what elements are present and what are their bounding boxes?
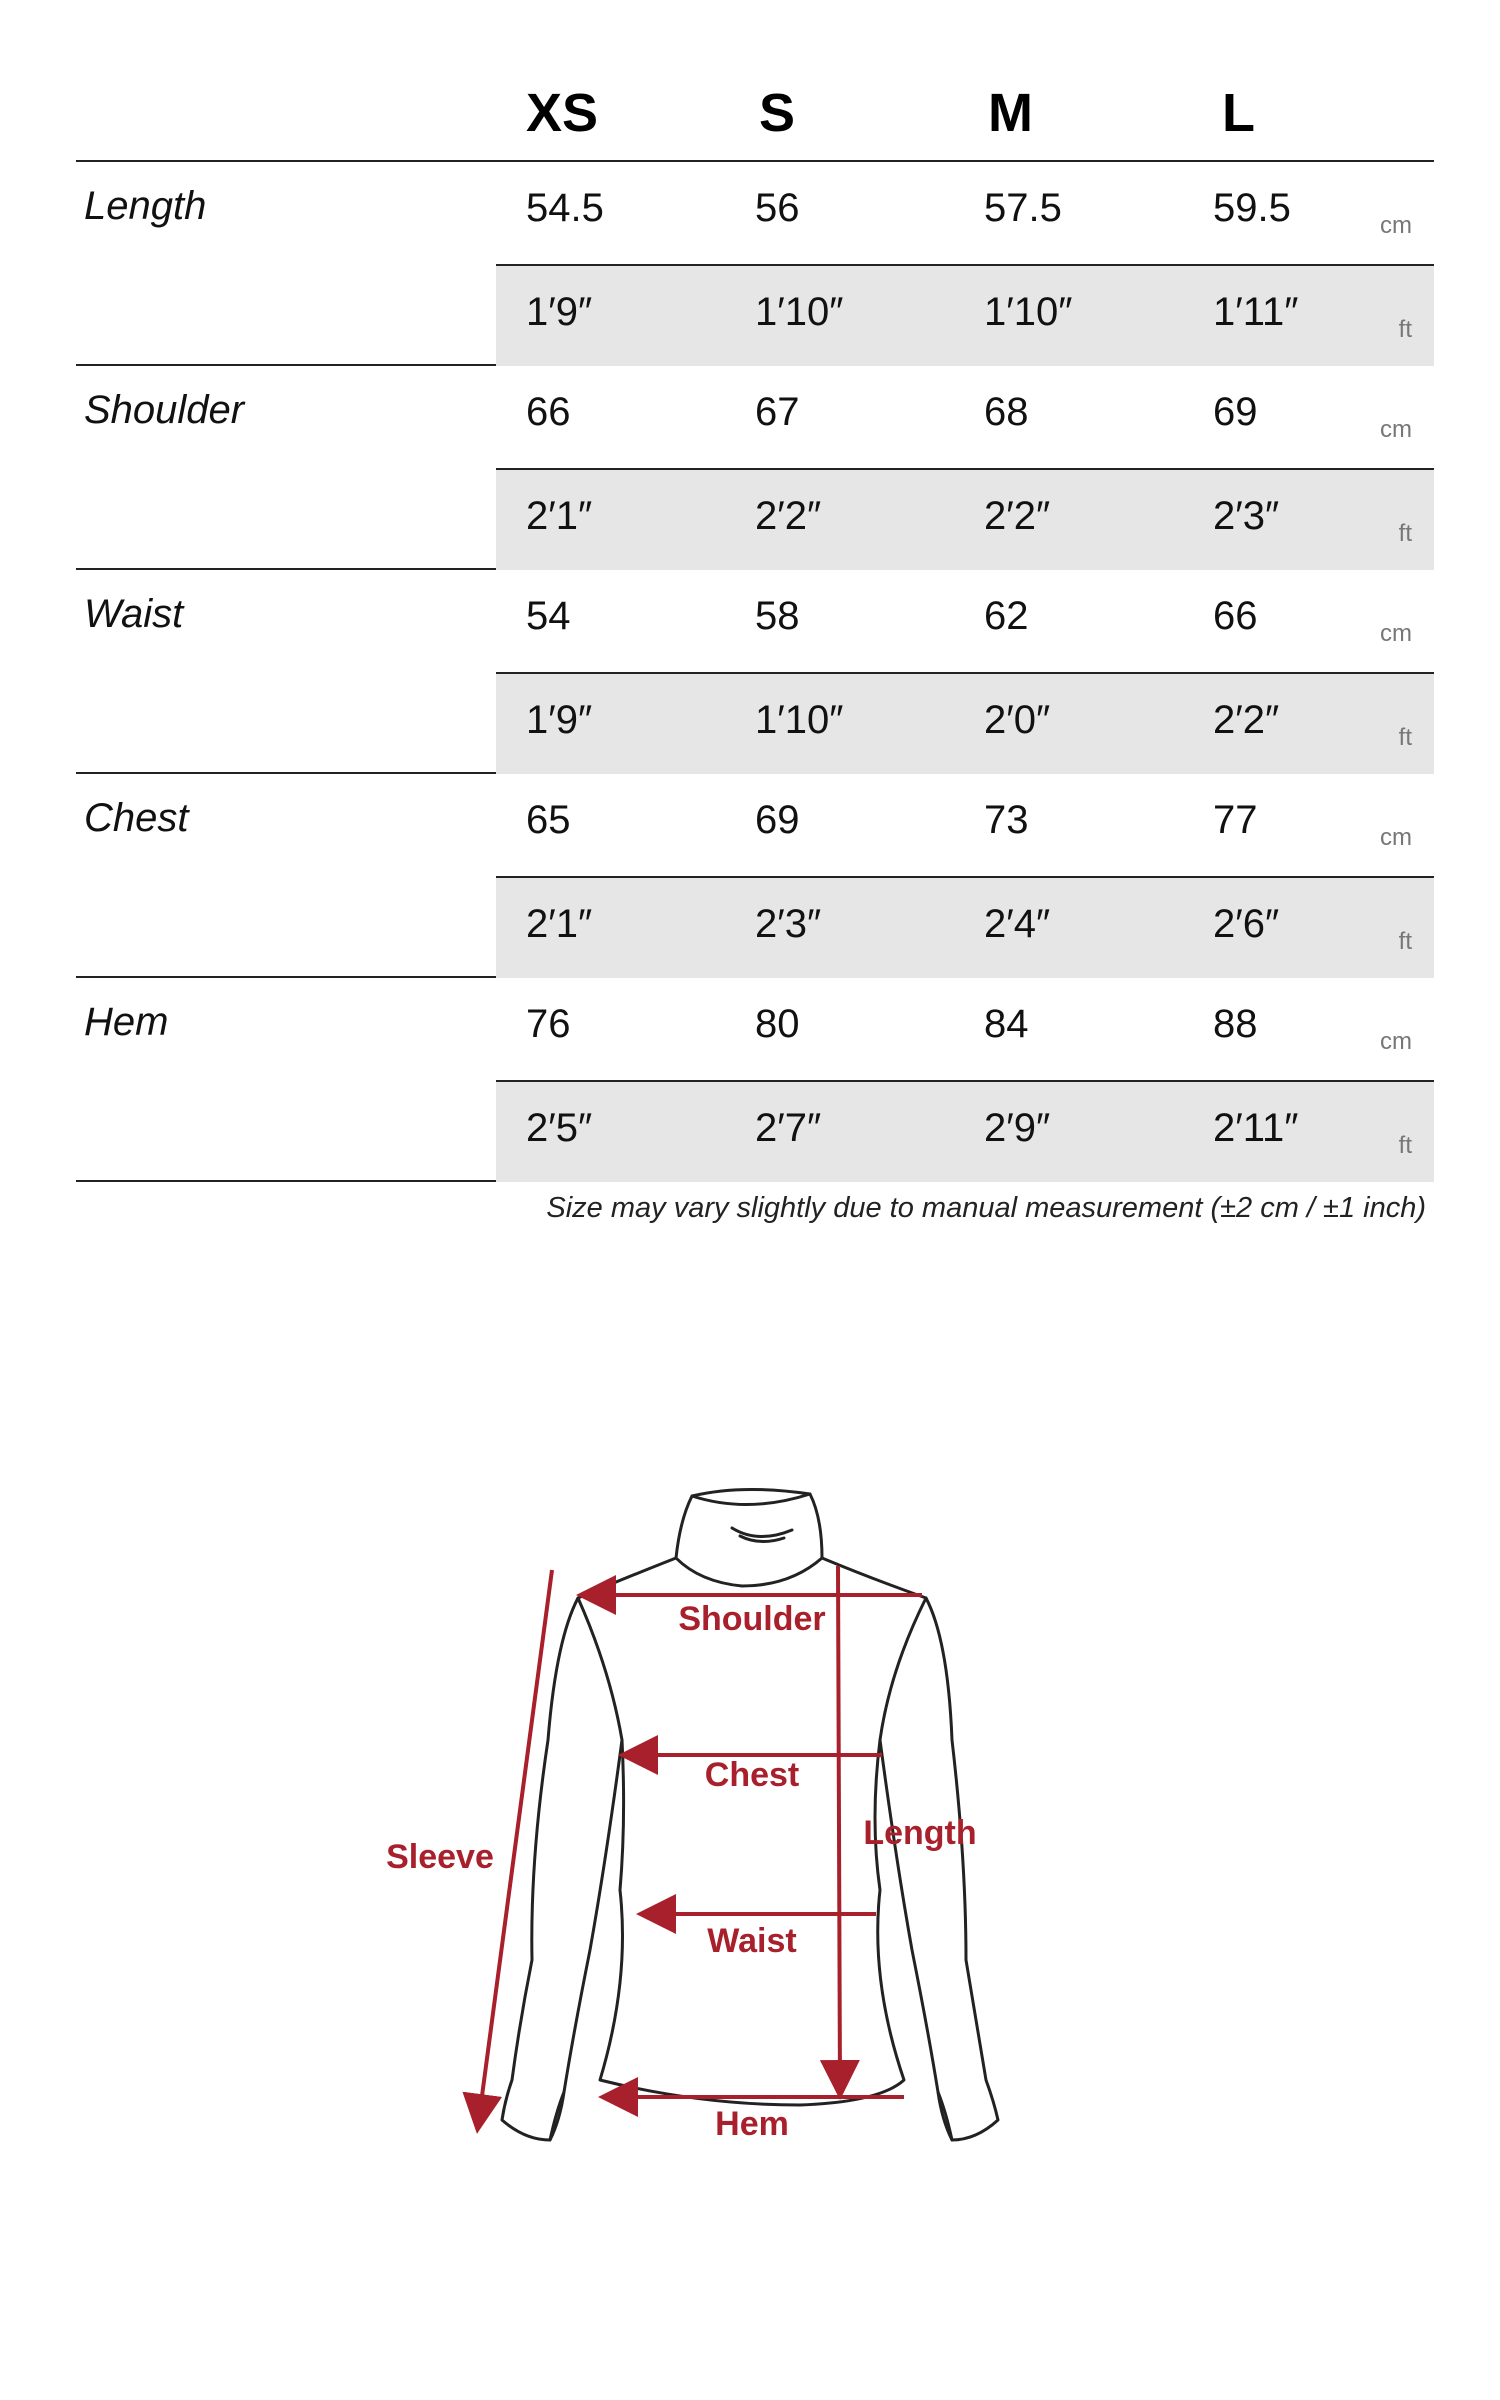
value-cell: 2′9″ <box>984 1106 1051 1150</box>
value-cell: 57.5 <box>984 186 1062 230</box>
unit-label-cm: cm <box>1380 212 1412 239</box>
sleeve-label: Sleeve <box>386 1838 494 1876</box>
size-chart-table <box>76 60 1434 1182</box>
value-cell: 69 <box>755 798 800 842</box>
value-cell: 73 <box>984 798 1029 842</box>
hem-label: Hem <box>715 2105 789 2143</box>
value-cell: 58 <box>755 594 800 638</box>
unit-label-ft: ft <box>1398 316 1412 343</box>
shoulder-label: Shoulder <box>678 1600 826 1638</box>
ft-row <box>496 876 1434 978</box>
value-cell: 80 <box>755 1002 800 1046</box>
cm-row <box>496 570 1434 670</box>
value-cell: 59.5 <box>1213 186 1291 230</box>
value-cell: 56 <box>755 186 800 230</box>
value-cell: 1′10″ <box>755 698 844 742</box>
unit-label-cm: cm <box>1380 416 1412 443</box>
measurement-shoulder <box>76 366 1434 570</box>
size-header-row <box>76 60 1434 162</box>
unit-label-cm: cm <box>1380 1028 1412 1055</box>
value-cell: 2′0″ <box>984 698 1051 742</box>
cm-row <box>496 162 1434 262</box>
size-header-m: M <box>988 83 1033 143</box>
value-cell: 84 <box>984 1002 1029 1046</box>
length-arrow <box>838 1566 840 2092</box>
value-cell: 66 <box>1213 594 1258 638</box>
value-cell: 2′1″ <box>526 494 593 538</box>
unit-label-ft: ft <box>1398 520 1412 547</box>
cm-row <box>496 978 1434 1078</box>
value-cell: 2′7″ <box>755 1106 822 1150</box>
value-cell: 2′1″ <box>526 902 593 946</box>
measurement-chest <box>76 774 1434 978</box>
measurement-length <box>76 162 1434 366</box>
ft-row <box>496 264 1434 366</box>
value-cell: 1′10″ <box>755 290 844 334</box>
value-cell: 77 <box>1213 798 1258 842</box>
value-cell: 62 <box>984 594 1029 638</box>
value-cell: 76 <box>526 1002 571 1046</box>
value-cell: 68 <box>984 390 1029 434</box>
cm-row <box>496 774 1434 874</box>
value-cell: 1′9″ <box>526 290 593 334</box>
size-header-l: L <box>1222 83 1255 143</box>
size-header-xs: XS <box>526 83 599 143</box>
measurement-waist <box>76 570 1434 774</box>
measurement-disclaimer: Size may vary slightly due to manual measurement (±2 cm / ±1 inch) <box>546 1192 1426 1224</box>
ft-row <box>496 1080 1434 1182</box>
value-cell: 65 <box>526 798 571 842</box>
length-label: Length <box>863 1814 977 1852</box>
measurement-hem <box>76 978 1434 1182</box>
measurement-label: Shoulder <box>84 388 245 432</box>
value-cell: 2′2″ <box>1213 698 1280 742</box>
measurement-arrows <box>478 1566 922 2126</box>
value-cell: 54.5 <box>526 186 604 230</box>
value-cell: 66 <box>526 390 571 434</box>
value-cell: 2′3″ <box>755 902 822 946</box>
size-header-s: S <box>759 83 796 143</box>
value-cell: 2′5″ <box>526 1106 593 1150</box>
turtleneck-illustration <box>0 1440 1500 2200</box>
unit-label-ft: ft <box>1398 724 1412 751</box>
value-cell: 54 <box>526 594 571 638</box>
garment-diagram <box>0 1440 1500 2200</box>
value-cell: 67 <box>755 390 800 434</box>
unit-label-ft: ft <box>1398 928 1412 955</box>
unit-label-cm: cm <box>1380 620 1412 647</box>
value-cell: 2′2″ <box>755 494 822 538</box>
value-cell: 88 <box>1213 1002 1258 1046</box>
cm-row <box>496 366 1434 466</box>
value-cell: 1′9″ <box>526 698 593 742</box>
chest-label: Chest <box>704 1756 800 1794</box>
value-cell: 2′11″ <box>1213 1106 1299 1150</box>
ft-row <box>496 468 1434 570</box>
value-cell: 69 <box>1213 390 1258 434</box>
waist-label: Waist <box>707 1922 797 1960</box>
value-cell: 1′11″ <box>1213 290 1299 334</box>
measurement-label: Chest <box>84 796 189 840</box>
unit-label-cm: cm <box>1380 824 1412 851</box>
value-cell: 2′3″ <box>1213 494 1280 538</box>
value-cell: 1′10″ <box>984 290 1073 334</box>
unit-label-ft: ft <box>1398 1132 1412 1159</box>
ft-row <box>496 672 1434 774</box>
measurement-label: Hem <box>84 1000 169 1044</box>
value-cell: 2′6″ <box>1213 902 1280 946</box>
value-cell: 2′4″ <box>984 902 1051 946</box>
value-cell: 2′2″ <box>984 494 1051 538</box>
measurement-label: Waist <box>84 592 184 636</box>
measurement-label: Length <box>84 184 207 228</box>
